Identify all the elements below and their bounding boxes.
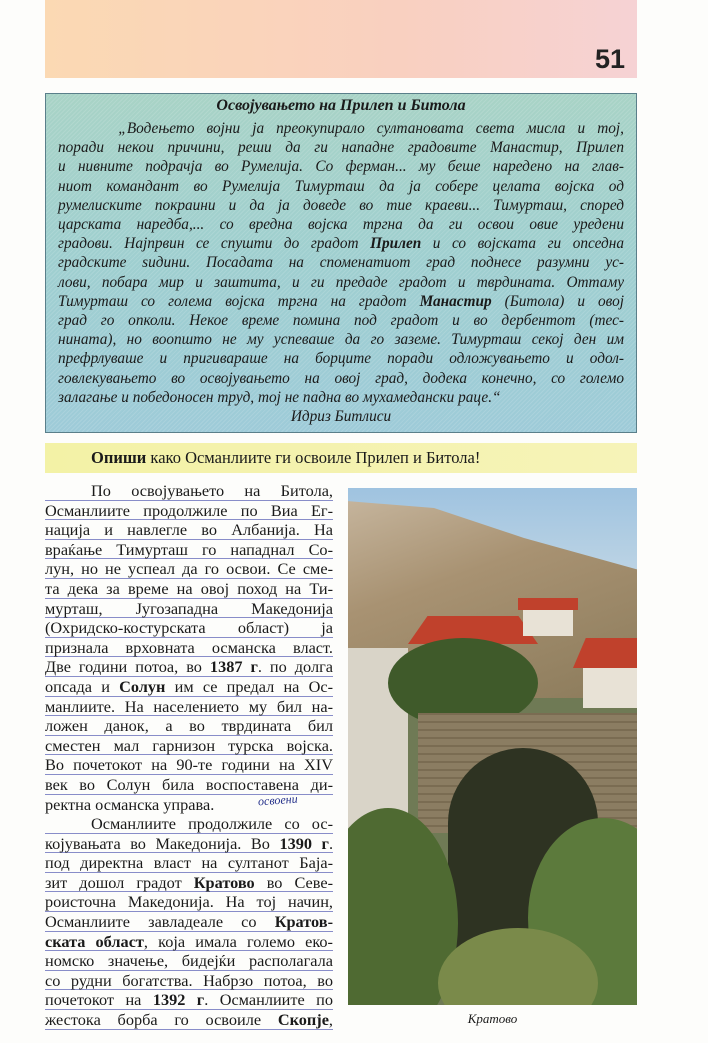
quote-line — [58, 119, 624, 138]
text-run: та дека за време на овој поход на Ти- — [45, 578, 333, 598]
text-run: номско значење, бидејќи располагала — [45, 951, 333, 971]
text-run: . по долга — [257, 657, 334, 677]
text-run: со рудни богатства. Набрзо потоа, во — [45, 970, 333, 990]
text-run: Османлиите продолжиле по Виа Ег- — [45, 500, 333, 520]
bold-term: Прилеп — [370, 235, 422, 253]
text-run: , — [328, 1010, 333, 1030]
text-run: (Битола) и овој — [491, 292, 624, 310]
quote-line — [58, 330, 624, 349]
text-line — [45, 501, 333, 521]
bold-term: Солун — [119, 676, 166, 696]
text-line — [45, 618, 333, 638]
source-quote-box — [45, 93, 637, 433]
text-run: Во почетокот на 90-те години на XIV — [45, 755, 333, 775]
text-line — [45, 677, 333, 697]
text-run: Тимурташ со голема војска тргна на градот — [58, 292, 420, 310]
text-run: роисточна Македонија. На тој начин, — [45, 892, 333, 912]
page-number: 51 — [594, 44, 625, 74]
text-line — [45, 599, 333, 619]
main-text-column — [45, 481, 333, 1030]
text-line — [45, 853, 333, 873]
text-run: градските ѕидини. Посадата на споменатиот град поднесе разумни ус- — [58, 254, 624, 272]
task-rest: како Османлиите ги освоиле Прилеп и Битола! — [146, 448, 481, 467]
text-run: им се предал на Ос- — [165, 676, 333, 696]
text-line — [45, 892, 333, 912]
text-line — [45, 481, 333, 501]
text-run: градови. Најпрвин се спушти до градот — [58, 235, 371, 253]
quote-line — [58, 196, 624, 215]
bold-term: 1392 г — [152, 990, 205, 1010]
quote-line — [58, 177, 624, 196]
text-line — [45, 873, 333, 893]
text-run: и со војската ги опседна — [421, 235, 624, 253]
text-run: нината), но воопшто не му успеваше да го заземе. Тимурташ секој ден им — [58, 331, 624, 349]
quote-line — [58, 349, 624, 368]
page-header-band — [45, 0, 637, 78]
quote-line — [58, 253, 624, 272]
text-run: „Водењето војни ја преокупирало султановата света мисла и тој, — [58, 120, 624, 137]
task-prompt — [45, 443, 637, 473]
bold-term: 1387 г — [209, 657, 258, 677]
text-line — [45, 736, 333, 756]
text-run: По освојувањето на Битола, — [91, 481, 333, 500]
text-run: . — [328, 833, 334, 853]
quote-line — [58, 234, 624, 253]
text-run: префрлуваше и пригивараше на борците поради одложувањето и одол- — [58, 350, 624, 368]
bold-term: 1390 г — [279, 833, 329, 853]
text-run: ложен данок, а во тврдината бил — [45, 716, 333, 736]
text-line — [45, 520, 333, 540]
text-run: , која имала големо еко- — [143, 931, 333, 951]
text-run: поради некои причини, реши да ги нападне градовите Манастир, Прилеп — [58, 139, 624, 157]
task-verb: Опиши — [91, 448, 147, 467]
quote-line — [58, 157, 624, 176]
quote-line — [58, 138, 624, 157]
bold-term: ската област — [45, 931, 144, 951]
quote-line — [58, 292, 624, 311]
text-run: и нивните подрачја во Румелија. Со ферман... му беше наредено на глав- — [58, 158, 624, 176]
text-run: признала врховната османска власт. — [45, 637, 333, 657]
text-line — [45, 559, 333, 579]
text-run: нација и навлегле во Албанија. На — [45, 520, 333, 540]
text-run: Османлиите продолжиле со ос- — [91, 814, 333, 834]
bold-term: Кратов- — [274, 912, 333, 932]
text-line — [45, 951, 333, 971]
text-line — [45, 971, 333, 991]
text-line — [45, 579, 333, 599]
text-run: . Османлиите по — [204, 990, 333, 1010]
text-run: во Севе- — [254, 872, 333, 892]
text-line — [45, 932, 333, 952]
text-line — [45, 814, 333, 834]
text-line — [45, 697, 333, 717]
text-run: мурташ, Југозападна Македонија — [45, 598, 333, 618]
bold-term: Манастир — [419, 292, 492, 310]
text-line — [45, 990, 333, 1010]
quote-line — [58, 215, 624, 234]
text-line — [45, 1010, 333, 1030]
text-line — [45, 638, 333, 658]
text-run: Османлиите завладеале со — [45, 912, 275, 932]
text-run: румелиските покраини и да ја доведе во тие краеви... Тимурташ, според — [58, 196, 624, 214]
text-line — [45, 912, 333, 932]
text-line — [45, 834, 333, 854]
quote-line — [58, 388, 624, 407]
text-run: век во Солун била воспоставена ди- — [45, 774, 333, 794]
text-run: жестока борба го освоиле — [45, 1010, 278, 1030]
task-text — [91, 448, 480, 468]
text-run: ниот командант во Румелија Тимурташ да ја собере целата војска од — [58, 177, 624, 195]
text-run: Две години потоа, во — [45, 657, 210, 677]
source-author: Идриз Битлиси — [290, 408, 392, 425]
text-run: залагање и победоносен труд, тој не падна во мухамедански раце.“ — [58, 388, 501, 406]
photo-kratovo-bridge — [348, 488, 637, 1005]
text-line — [45, 540, 333, 560]
quote-line — [58, 311, 624, 330]
text-run: (Охридско-костурската област) ја — [45, 618, 333, 638]
text-run: почетокот на — [45, 990, 153, 1010]
text-run: зит дошол градот — [45, 872, 194, 892]
photo-caption: Кратово — [467, 1011, 518, 1026]
text-run: сместен мал гарнизон турска војска. — [45, 735, 333, 755]
bold-term: Кратово — [193, 872, 255, 892]
quote-line — [58, 273, 624, 292]
text-run: лун, но не успеал да го освои. Се сме- — [45, 559, 333, 579]
text-run: опсада и — [45, 676, 120, 696]
bold-term: Скопје — [277, 1010, 329, 1030]
text-run: којувањата во Македонија. Во — [45, 833, 280, 853]
quote-line — [58, 369, 624, 388]
source-box-title: Освојувањето на Прилеп и Битола — [216, 97, 466, 114]
text-run: ректна османска управа. — [45, 794, 215, 814]
text-run: град го опколи. Некое време помина под градот и во дербентот (тес- — [58, 312, 624, 329]
text-run: под директна власт на султанот Баја- — [45, 853, 333, 873]
text-line — [45, 755, 333, 775]
text-line — [45, 716, 333, 736]
handwritten-margin-note: освоени — [257, 791, 299, 809]
text-run: царската наредба,... со вредна војска тргна да ги освои овие уредени — [58, 216, 624, 233]
text-run: враќање Тимурташ го нападнал Со- — [45, 539, 333, 559]
text-run: говлекувањето во освојувањето на овој град, додека конечно, со големо — [58, 369, 624, 387]
text-line — [45, 657, 333, 677]
text-run: манлиите. На населението му бил на- — [45, 696, 333, 716]
text-run: лови, побара мир и заштита, и ги предаде градот и тврдината. Оттаму — [58, 273, 624, 291]
